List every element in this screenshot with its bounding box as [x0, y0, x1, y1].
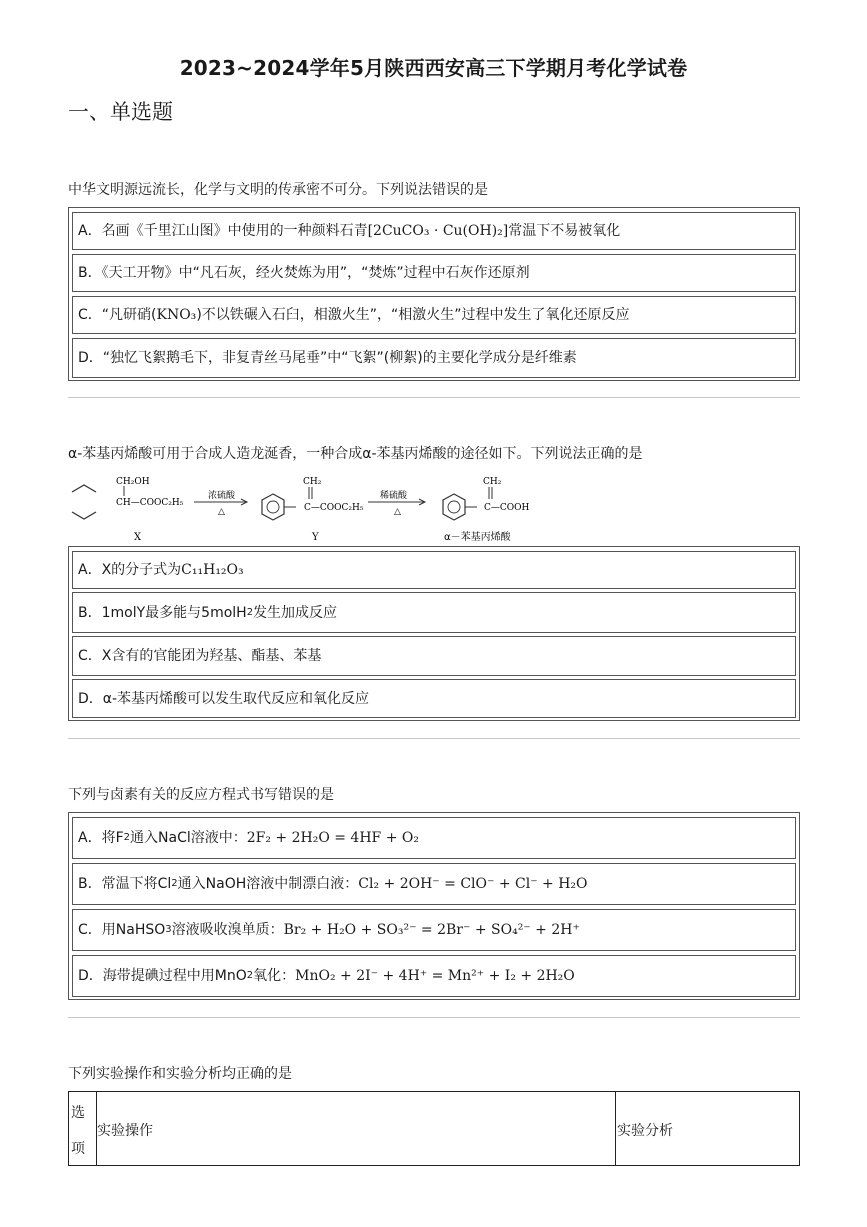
section-heading: 一、单选题 — [68, 100, 173, 124]
q2-option-a[interactable] — [72, 551, 796, 589]
table-header-operation-label: 实验操作 — [97, 1123, 153, 1139]
y-chain: C—COOC₂H₅ — [304, 503, 364, 513]
compound-x-label: X — [134, 532, 142, 543]
q3-option-d-equation: MnO₂ + 2I⁻ + 4H⁺ = Mn²⁺ + I₂ + 2H₂O — [295, 968, 575, 984]
q1-option-b-text: B．《天工开物》中“凡石灰，经火焚炼为用”，“焚炼”过程中石灰作还原剂 — [78, 265, 530, 281]
q3-option-c[interactable]: C．用NaHSO 3 溶液吸收溴单质： Br₂ + H₂O + SO₃²⁻ = 2Br⁻ + SO₄²⁻ + 2H⁺ — [72, 909, 796, 951]
q2-option-c[interactable] — [72, 636, 796, 676]
q3-option-a[interactable]: A．将F 2 通入NaCl溶液中： 2F₂ + 2H₂O = 4HF + O₂ — [72, 817, 796, 859]
q2-option-b-text: B．1molY最多能与5molH — [78, 604, 247, 621]
q3-option-c-text: C．用NaHSO — [78, 922, 166, 938]
q1-option-d-text: D．“独忆飞絮鹅毛下，非复青丝马尾垂”中“飞絮”(柳絮)的主要化学成分是纤维素 — [78, 350, 577, 366]
x-chain: CH—COOC₂H₅ — [116, 498, 184, 508]
q2-option-b[interactable]: B．1molY最多能与5molH 2 发生加成反应 — [72, 592, 796, 633]
product-substituent: CH₂ — [483, 477, 502, 487]
q3-option-d[interactable]: D．海带提碘过程中用MnO 2 氧化： MnO₂ + 2I⁻ + 4H⁺ = Mn²⁺ + I₂ + 2H₂O — [72, 955, 796, 997]
q1-stem: 中华文明源远流长，化学与文明的传承密不可分。下列说法错误的是 — [68, 182, 488, 198]
reaction-scheme — [68, 472, 548, 544]
benzene-ring-product — [443, 494, 465, 520]
q3-option-a-mid: 通入NaCl溶液中： — [130, 830, 247, 846]
divider — [68, 1017, 800, 1018]
table-header-option-char2: 项 — [71, 1141, 85, 1157]
q1-option-d[interactable] — [72, 338, 796, 378]
q1-option-c-tail: )不以铁碾入石臼，相激火生”，“相激火生”过程中发生了氧化还原反应 — [196, 307, 630, 323]
q2-stem: α-苯基丙烯酸可用于合成人造龙涎香，一种合成α-苯基丙烯酸的途径如下。下列说法正确的是 — [68, 446, 643, 462]
q1-options — [68, 207, 800, 381]
q2-option-d-text: D．α-苯基丙烯酸可以发生取代反应和氧化反应 — [78, 690, 370, 707]
q3-option-d-mid: 氧化： — [253, 968, 296, 984]
product-label: α－苯基丙烯酸 — [444, 532, 511, 543]
heat-symbol-2: △ — [394, 507, 401, 517]
q1-option-c[interactable] — [72, 296, 796, 334]
q2-option-a-formula: C₁₁H₁₂O₃ — [181, 562, 244, 578]
q2-option-b-tail: 发生加成反应 — [253, 604, 338, 621]
page-title: 2023~2024学年5月陕西西安高三下学期月考化学试卷 — [179, 56, 688, 80]
q1-option-c-text: C．“凡研硝( — [78, 307, 157, 323]
q2-option-c-text: C．X含有的官能团为羟基、酯基、苯基 — [78, 648, 322, 664]
q3-option-c-equation: Br₂ + H₂O + SO₃²⁻ = 2Br⁻ + SO₄²⁻ + 2H⁺ — [283, 922, 580, 938]
q3-option-b[interactable]: B．常温下将Cl 2 通入NaOH溶液中制漂白液： Cl₂ + 2OH⁻ = ClO⁻ + Cl⁻ + H₂O — [72, 863, 796, 905]
q3-option-c-mid: 溶液吸收溴单质： — [171, 922, 284, 938]
q3-option-b-text: B．常温下将Cl — [78, 876, 172, 892]
table-header-option-char1: 选 — [71, 1105, 85, 1121]
q3-option-a-text: A．将F — [78, 830, 124, 846]
compound-y-label: Y — [312, 532, 319, 543]
q3-option-b-mid: 通入NaOH溶液中制漂白液： — [177, 876, 359, 892]
x-substituent: CH₂OH — [116, 477, 150, 487]
y-substituent: CH₂ — [303, 477, 322, 487]
divider — [68, 738, 800, 739]
reagent-dilute-sulfuric: 稀硫酸 — [380, 491, 408, 501]
q4-table — [68, 1091, 800, 1166]
table-header-option — [69, 1092, 97, 1165]
table-header-analysis — [616, 1092, 799, 1165]
q1-option-a[interactable] — [72, 212, 796, 250]
table-header-analysis-label: 实验分析 — [617, 1123, 673, 1139]
product-chain: C—COOH — [484, 503, 530, 513]
q3-stem: 下列与卤素有关的反应方程式书写错误的是 — [68, 787, 334, 803]
q2-options — [68, 546, 800, 721]
q3-option-b-equation: Cl₂ + 2OH⁻ = ClO⁻ + Cl⁻ + H₂O — [358, 876, 588, 892]
q1-option-c-formula: KNO₃ — [156, 307, 197, 323]
q3-option-d-text: D．海带提碘过程中用MnO — [78, 968, 247, 984]
divider — [68, 397, 800, 398]
table-header-operation — [96, 1092, 616, 1165]
q1-option-a-text: A．名画《千里江山图》中使用的一种颜料石青 — [78, 223, 368, 239]
q1-option-a-formula: [2CuCO₃ · Cu(OH)₂] — [367, 223, 509, 239]
q4-stem: 下列实验操作和实验分析均正确的是 — [68, 1066, 292, 1082]
benzene-ring-y — [262, 494, 284, 520]
q1-option-b[interactable] — [72, 254, 796, 292]
q2-option-d[interactable] — [72, 679, 796, 718]
heat-symbol-1: △ — [218, 507, 225, 517]
q3-options — [68, 812, 800, 1000]
q1-option-a-tail: 常温下不易被氧化 — [508, 223, 621, 239]
q3-option-a-equation: 2F₂ + 2H₂O = 4HF + O₂ — [246, 830, 419, 846]
q2-option-a-text: A．X的分子式为 — [78, 562, 182, 578]
reagent-conc-sulfuric: 浓硫酸 — [208, 491, 236, 501]
